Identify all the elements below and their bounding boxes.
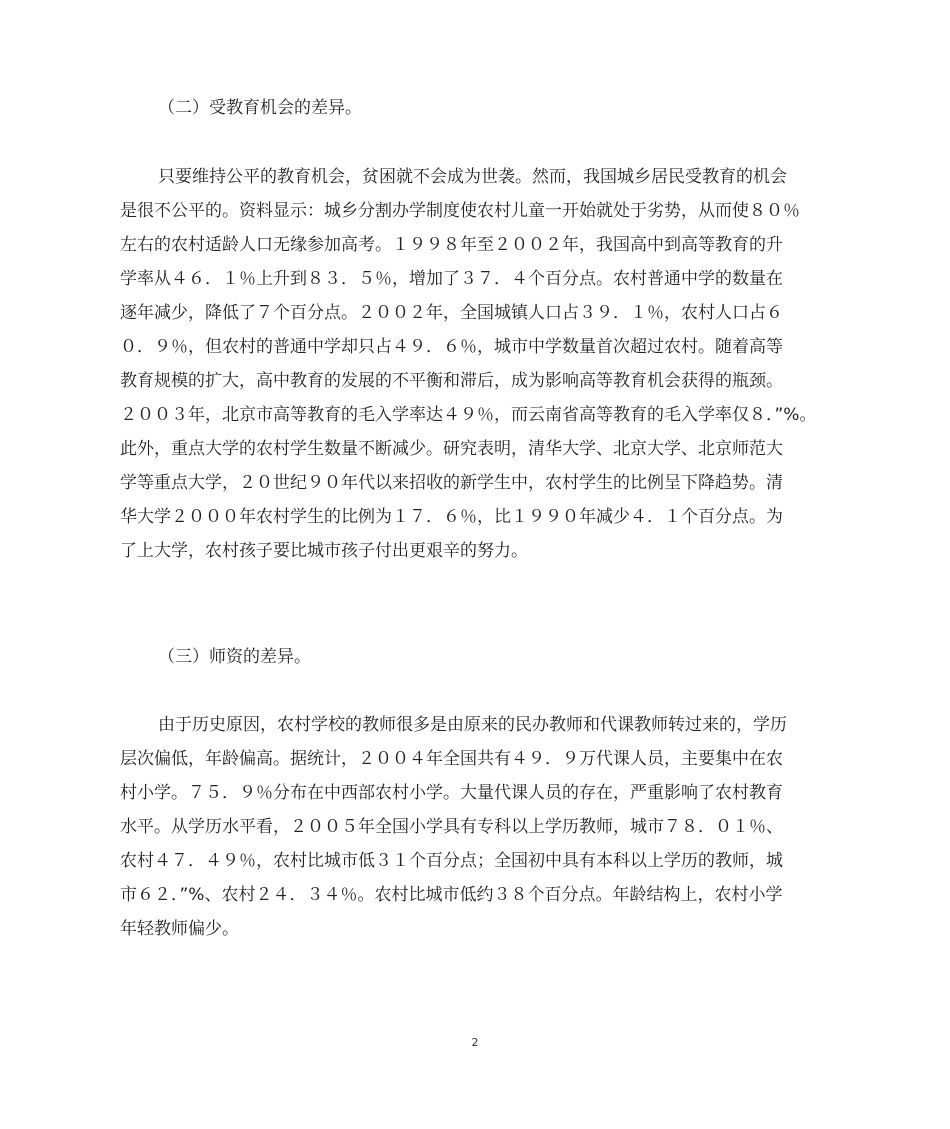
section-heading-3: （三）师资的差异。 (158, 647, 311, 667)
text-line: 水平。从学历水平看，２００５年全国小学具有专科以上学历教师，城市７８．０１％、 (120, 817, 783, 837)
text-line: 学等重点大学，２０世纪９０年代以来招收的新学生中，农村学生的比例呈下降趋势。清 (120, 473, 783, 493)
text-line: 是很不公平的。资料显示：城乡分割办学制度使农村儿童一开始就处于劣势，从而使８０％ (120, 201, 800, 221)
section-heading-2: （二）受教育机会的差异。 (158, 98, 362, 118)
text-line: 学率从４６．１％上升到８３．５％，增加了３７．４个百分点。农村普通中学的数量在 (120, 269, 783, 289)
text-line: 年轻教师偏少。 (120, 919, 239, 939)
text-line: 由于历史原因，农村学校的教师很多是由原来的民办教师和代课教师转过来的，学历 (158, 715, 787, 735)
text-line: 此外，重点大学的农村学生数量不断减少。研究表明，清华大学、北京大学、北京师范大 (120, 439, 783, 459)
text-line: 农村４７．４９％，农村比城市低３１个百分点；全国初中具有本科以上学历的教师，城 (120, 851, 783, 871)
text-line: ２００３年，北京市高等教育的毛入学率达４９％，而云南省高等教育的毛入学率仅８．”%。 (120, 405, 817, 425)
text-line: 村小学。７５．９％分布在中西部农村小学。大量代课人员的存在，严重影响了农村教育 (120, 783, 783, 803)
text-line: 层次偏低，年龄偏高。据统计，２００４年全国共有４９．９万代课人员，主要集中在农 (120, 749, 783, 769)
text-line: 逐年减少，降低了７个百分点。２００２年，全国城镇人口占３９．１％，农村人口占６ (120, 303, 783, 323)
text-line: 了上大学，农村孩子要比城市孩子付出更艰辛的努力。 (120, 541, 528, 561)
text-line: 只要维持公平的教育机会，贫困就不会成为世袭。然而，我国城乡居民受教育的机会 (158, 167, 787, 187)
text-line: ０．９％，但农村的普通中学却只占４９．６％，城市中学数量首次超过农村。随着高等 (120, 337, 783, 357)
text-line: 市６２．”%、农村２４．３４％。农村比城市低约３８个百分点。年龄结构上，农村小学 (120, 885, 783, 905)
text-line: 华大学２０００年农村学生的比例为１７．６％，比１９９０年减少４．１个百分点。为 (120, 507, 783, 527)
paragraph-education-opportunity (120, 160, 840, 568)
page-number: 2 (471, 1036, 479, 1049)
paragraph-teacher-difference (120, 708, 840, 946)
text-line: 教育规模的扩大，高中教育的发展的不平衡和滞后，成为影响高等教育机会获得的瓶颈。 (120, 371, 783, 391)
text-line: 左右的农村适龄人口无缘参加高考。１９９８年至２００２年，我国高中到高等教育的升 (120, 235, 783, 255)
